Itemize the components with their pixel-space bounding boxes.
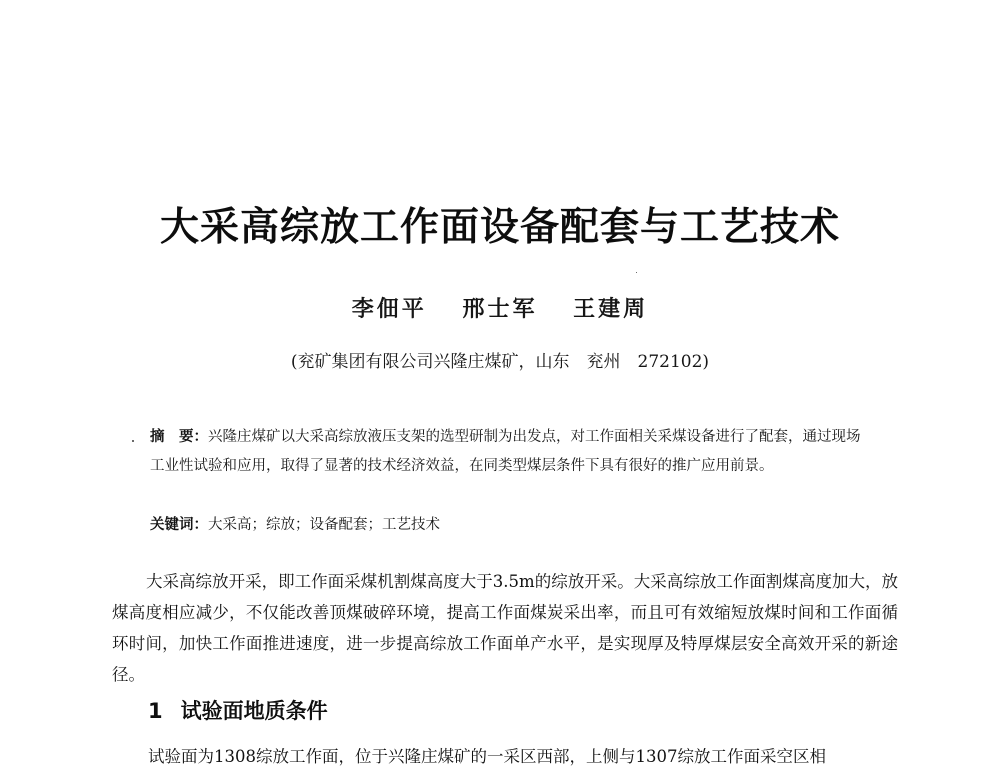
author-list [0, 291, 1000, 327]
paper-title: 大采高综放工作面设备配套与工艺技术 [159, 205, 840, 250]
intro-paragraph: 大采高综放开采，即工作面采煤机割煤高度大于3.5m的综放开采。大采高综放工作面割煤高度加大，放煤高度相应减少，不仅能改善顶煤破碎环境，提高工作面煤炭采出率，而且可有效缩短放煤时间和工作面循环时间，加快工作面推进速度，进一步提高综放工作面单产水平，是实现厚及特厚煤层安全高效开采的新途径。 [112, 572, 898, 684]
author-name: 李佃平 [351, 296, 427, 322]
section-title: 试验面地质条件 [180, 699, 328, 723]
abstract-block [150, 423, 870, 481]
scan-speck [636, 272, 637, 273]
keywords-text: 大采高；综放；设备配套；工艺技术 [208, 517, 440, 533]
section-heading [148, 695, 328, 727]
author-name: 邢士军 [462, 296, 538, 322]
author-affiliation: (兖矿集团有限公司兴隆庄煤矿，山东 兖州 272102) [290, 352, 710, 372]
scan-speck [132, 440, 134, 442]
keywords-block [150, 511, 870, 540]
abstract-label: 摘 要： [150, 429, 208, 445]
section-number: 1 [148, 699, 163, 723]
keywords-label: 关键词： [150, 517, 208, 533]
abstract-text: 兴隆庄煤矿以大采高综放液压支架的选型研制为出发点，对工作面相关采煤设备进行了配套，通过现场工业性试验和应用，取得了显著的技术经济效益，在同类型煤层条件下具有很好的推广应用前景。 [150, 429, 861, 474]
author-name: 王建周 [573, 296, 649, 322]
section-paragraph: 试验面为1308综放工作面，位于兴隆庄煤矿的一采区西部，上侧与1307综放工作面采空区相 [148, 747, 826, 766]
